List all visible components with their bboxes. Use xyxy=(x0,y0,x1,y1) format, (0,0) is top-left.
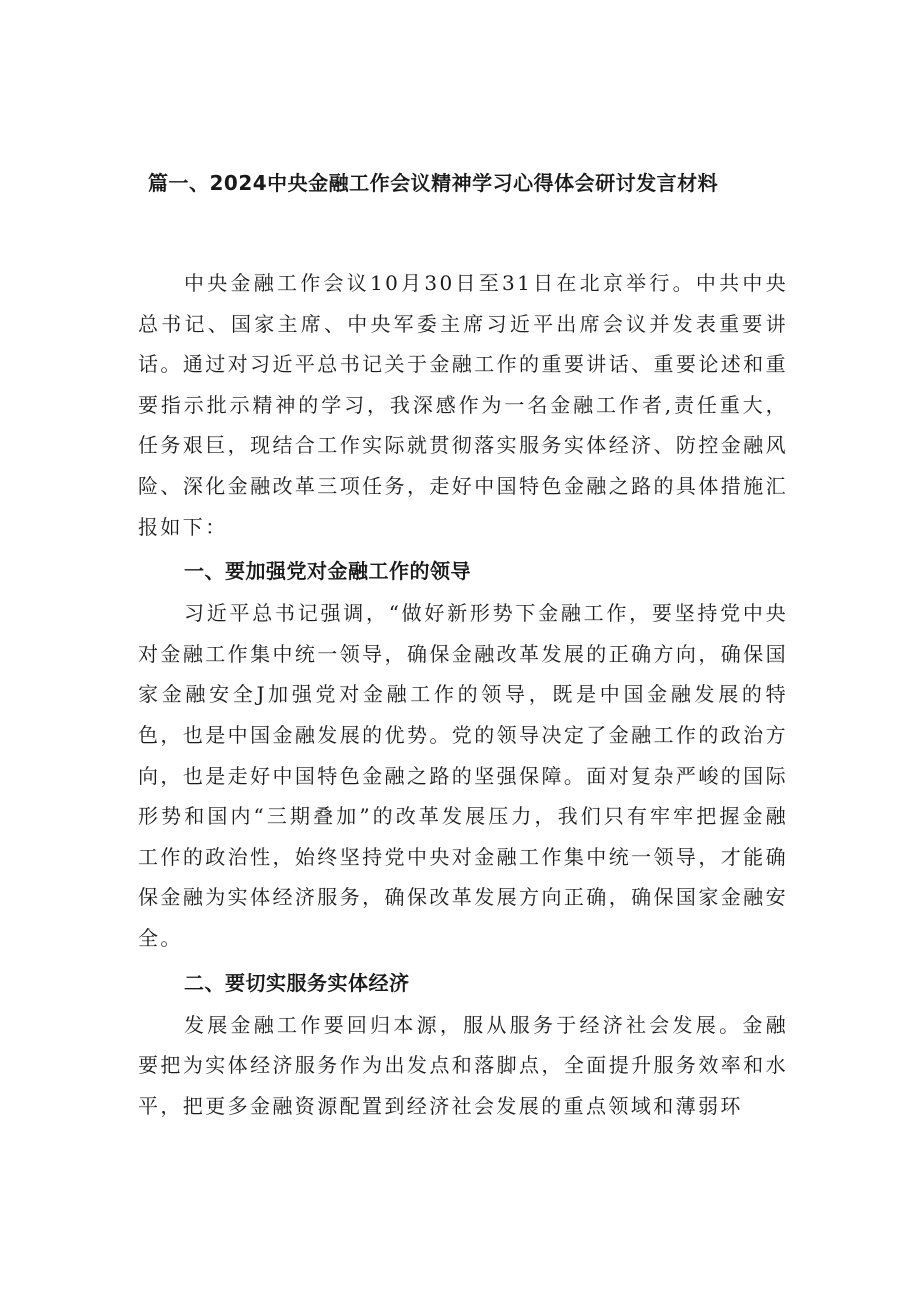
section-2-heading: 二、要切实服务实体经济 xyxy=(184,970,410,995)
document-title: 篇一、2024中央金融工作会议精神学习心得体会研讨发言材料 xyxy=(148,171,719,195)
section-1-paragraph: 习近平总书记强调，“做好新形势下金融工作，要坚持党中央对金融工作集中统一领导，确保金融改革发展的正确方向，确保国家金融安全J加强党对金融工作的领导，既是中国金融发展的特色，也是中国金融发展的优势。党的领导决定了金融工作的政治方向，也是走好中国特色金融之路的坚强保障。面对复杂严峻的国际形势和国内“三期叠加”的改革发展压力，我们只有牢牢把握金融工作的政治性，始终坚持党中央对金融工作集中统一领导，才能确保金融为实体经济服务，确保改革发展方向正确，确保国家金融安全。 xyxy=(138,601,788,950)
intro-paragraph: 中央金融工作会议10月30日至31日在北京举行。中共中央总书记、国家主席、中央军委主席习近平出席会议并发表重要讲话。通过对习近平总书记关于金融工作的重要讲话、重要论述和重要指示批示精神的学习，我深感作为一名金融工作者,责任重大，任务艰巨，现结合工作实际就贯彻落实服务实体经济、防控金融风险、深化金融改革三项任务，走好中国特色金融之路的具体措施汇报如下： xyxy=(138,271,788,539)
section-2-paragraph: 发展金融工作要回归本源，服从服务于经济社会发展。金融要把为实体经济服务作为出发点和落脚点，全面提升服务效率和水平，把更多金融资源配置到经济社会发展的重点领域和薄弱环 xyxy=(138,1012,788,1118)
document-body xyxy=(138,263,788,1126)
section-1-heading: 一、要加强党对金融工作的领导 xyxy=(184,559,471,584)
